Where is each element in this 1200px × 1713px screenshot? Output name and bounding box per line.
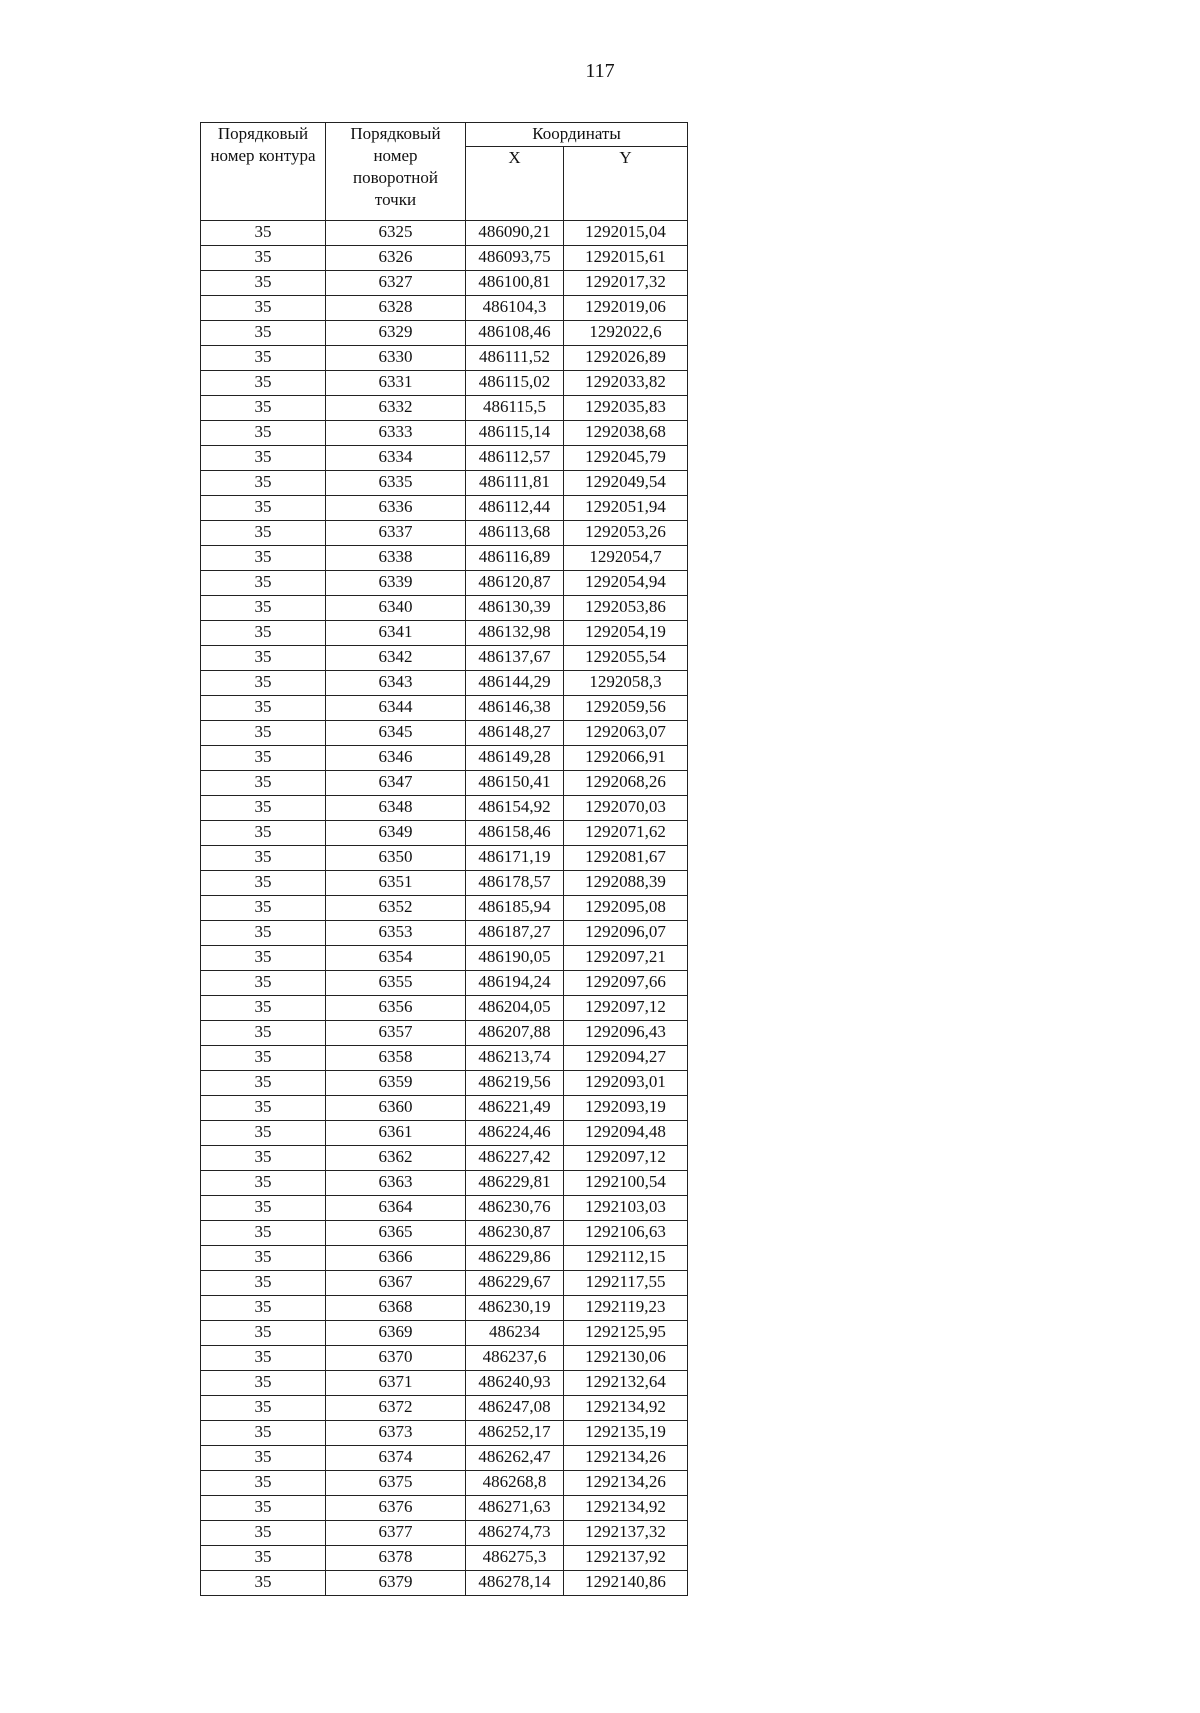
cell-contour-number: 35 xyxy=(201,1046,326,1071)
cell-contour-number: 35 xyxy=(201,996,326,1021)
cell-contour-number: 35 xyxy=(201,921,326,946)
cell-x: 486178,57 xyxy=(466,871,564,896)
table-row xyxy=(201,921,688,946)
cell-x: 486149,28 xyxy=(466,746,564,771)
cell-x: 486229,67 xyxy=(466,1271,564,1296)
cell-point-number: 6359 xyxy=(326,1071,466,1096)
cell-y: 1292093,01 xyxy=(564,1071,688,1096)
cell-x: 486190,05 xyxy=(466,946,564,971)
cell-x: 486247,08 xyxy=(466,1396,564,1421)
header-x: X xyxy=(466,147,564,221)
table-row xyxy=(201,1521,688,1546)
cell-contour-number: 35 xyxy=(201,1021,326,1046)
cell-point-number: 6357 xyxy=(326,1021,466,1046)
cell-contour-number: 35 xyxy=(201,1546,326,1571)
cell-point-number: 6327 xyxy=(326,271,466,296)
table-row xyxy=(201,1446,688,1471)
cell-contour-number: 35 xyxy=(201,746,326,771)
cell-point-number: 6345 xyxy=(326,721,466,746)
cell-contour-number: 35 xyxy=(201,871,326,896)
cell-point-number: 6375 xyxy=(326,1471,466,1496)
cell-y: 1292033,82 xyxy=(564,371,688,396)
cell-contour-number: 35 xyxy=(201,646,326,671)
cell-y: 1292093,19 xyxy=(564,1096,688,1121)
cell-contour-number: 35 xyxy=(201,521,326,546)
cell-contour-number: 35 xyxy=(201,221,326,246)
cell-x: 486229,81 xyxy=(466,1171,564,1196)
cell-point-number: 6341 xyxy=(326,621,466,646)
table-row xyxy=(201,846,688,871)
cell-x: 486111,81 xyxy=(466,471,564,496)
cell-y: 1292038,68 xyxy=(564,421,688,446)
cell-y: 1292134,26 xyxy=(564,1446,688,1471)
cell-point-number: 6371 xyxy=(326,1371,466,1396)
cell-contour-number: 35 xyxy=(201,1471,326,1496)
table-row xyxy=(201,996,688,1021)
cell-point-number: 6368 xyxy=(326,1296,466,1321)
cell-x: 486230,19 xyxy=(466,1296,564,1321)
cell-point-number: 6379 xyxy=(326,1571,466,1596)
cell-contour-number: 35 xyxy=(201,696,326,721)
table-row xyxy=(201,1321,688,1346)
cell-y: 1292063,07 xyxy=(564,721,688,746)
cell-x: 486227,42 xyxy=(466,1146,564,1171)
cell-point-number: 6350 xyxy=(326,846,466,871)
table-body xyxy=(201,221,688,1596)
page-number: 117 xyxy=(585,60,615,82)
cell-x: 486115,5 xyxy=(466,396,564,421)
cell-contour-number: 35 xyxy=(201,1196,326,1221)
cell-contour-number: 35 xyxy=(201,1571,326,1596)
table-row xyxy=(201,446,688,471)
cell-y: 1292081,67 xyxy=(564,846,688,871)
cell-y: 1292096,07 xyxy=(564,921,688,946)
cell-point-number: 6347 xyxy=(326,771,466,796)
header-point-number-line: точки xyxy=(374,190,417,209)
cell-x: 486132,98 xyxy=(466,621,564,646)
cell-y: 1292051,94 xyxy=(564,496,688,521)
cell-point-number: 6367 xyxy=(326,1271,466,1296)
cell-y: 1292125,95 xyxy=(564,1321,688,1346)
cell-contour-number: 35 xyxy=(201,346,326,371)
cell-contour-number: 35 xyxy=(201,1171,326,1196)
cell-x: 486148,27 xyxy=(466,721,564,746)
cell-y: 1292059,56 xyxy=(564,696,688,721)
cell-point-number: 6370 xyxy=(326,1346,466,1371)
cell-y: 1292088,39 xyxy=(564,871,688,896)
table-row xyxy=(201,696,688,721)
cell-contour-number: 35 xyxy=(201,396,326,421)
table-row xyxy=(201,1071,688,1096)
cell-point-number: 6330 xyxy=(326,346,466,371)
cell-x: 486252,17 xyxy=(466,1421,564,1446)
cell-point-number: 6361 xyxy=(326,1121,466,1146)
cell-y: 1292112,15 xyxy=(564,1246,688,1271)
table-row xyxy=(201,1171,688,1196)
table-row xyxy=(201,521,688,546)
table-row xyxy=(201,1096,688,1121)
table-row xyxy=(201,1046,688,1071)
cell-y: 1292095,08 xyxy=(564,896,688,921)
cell-x: 486171,19 xyxy=(466,846,564,871)
cell-contour-number: 35 xyxy=(201,546,326,571)
cell-y: 1292053,26 xyxy=(564,521,688,546)
cell-point-number: 6334 xyxy=(326,446,466,471)
table-row xyxy=(201,1271,688,1296)
cell-contour-number: 35 xyxy=(201,471,326,496)
cell-contour-number: 35 xyxy=(201,571,326,596)
cell-x: 486146,38 xyxy=(466,696,564,721)
table-row xyxy=(201,821,688,846)
cell-contour-number: 35 xyxy=(201,271,326,296)
cell-contour-number: 35 xyxy=(201,1296,326,1321)
cell-y: 1292140,86 xyxy=(564,1571,688,1596)
table-row xyxy=(201,1346,688,1371)
table-row xyxy=(201,621,688,646)
cell-contour-number: 35 xyxy=(201,496,326,521)
table-row xyxy=(201,221,688,246)
cell-x: 486278,14 xyxy=(466,1571,564,1596)
cell-y: 1292053,86 xyxy=(564,596,688,621)
cell-point-number: 6340 xyxy=(326,596,466,621)
cell-x: 486112,57 xyxy=(466,446,564,471)
table-row xyxy=(201,1021,688,1046)
cell-x: 486237,6 xyxy=(466,1346,564,1371)
cell-contour-number: 35 xyxy=(201,821,326,846)
cell-contour-number: 35 xyxy=(201,671,326,696)
cell-contour-number: 35 xyxy=(201,1421,326,1446)
cell-x: 486234 xyxy=(466,1321,564,1346)
table-row xyxy=(201,1221,688,1246)
cell-x: 486268,8 xyxy=(466,1471,564,1496)
cell-y: 1292134,92 xyxy=(564,1396,688,1421)
cell-contour-number: 35 xyxy=(201,1096,326,1121)
cell-contour-number: 35 xyxy=(201,296,326,321)
table-row xyxy=(201,1296,688,1321)
cell-y: 1292100,54 xyxy=(564,1171,688,1196)
cell-y: 1292054,19 xyxy=(564,621,688,646)
cell-point-number: 6338 xyxy=(326,546,466,571)
table-row xyxy=(201,1421,688,1446)
table-row xyxy=(201,1396,688,1421)
cell-y: 1292019,06 xyxy=(564,296,688,321)
cell-contour-number: 35 xyxy=(201,1396,326,1421)
cell-y: 1292058,3 xyxy=(564,671,688,696)
cell-y: 1292015,61 xyxy=(564,246,688,271)
cell-y: 1292134,26 xyxy=(564,1471,688,1496)
cell-x: 486274,73 xyxy=(466,1521,564,1546)
cell-point-number: 6343 xyxy=(326,671,466,696)
cell-x: 486275,3 xyxy=(466,1546,564,1571)
cell-contour-number: 35 xyxy=(201,946,326,971)
table-row xyxy=(201,671,688,696)
cell-point-number: 6374 xyxy=(326,1446,466,1471)
header-point-number xyxy=(326,123,466,221)
table-row xyxy=(201,721,688,746)
cell-point-number: 6372 xyxy=(326,1396,466,1421)
table-row xyxy=(201,1571,688,1596)
cell-contour-number: 35 xyxy=(201,371,326,396)
table-row xyxy=(201,796,688,821)
table-row xyxy=(201,971,688,996)
cell-contour-number: 35 xyxy=(201,971,326,996)
cell-y: 1292015,04 xyxy=(564,221,688,246)
cell-point-number: 6325 xyxy=(326,221,466,246)
cell-point-number: 6351 xyxy=(326,871,466,896)
cell-y: 1292134,92 xyxy=(564,1496,688,1521)
cell-y: 1292094,27 xyxy=(564,1046,688,1071)
cell-x: 486137,67 xyxy=(466,646,564,671)
cell-x: 486104,3 xyxy=(466,296,564,321)
cell-point-number: 6353 xyxy=(326,921,466,946)
header-point-number-line: поворотной xyxy=(353,168,438,187)
cell-point-number: 6354 xyxy=(326,946,466,971)
cell-point-number: 6355 xyxy=(326,971,466,996)
cell-x: 486090,21 xyxy=(466,221,564,246)
cell-contour-number: 35 xyxy=(201,421,326,446)
cell-point-number: 6358 xyxy=(326,1046,466,1071)
cell-y: 1292097,12 xyxy=(564,996,688,1021)
table-row xyxy=(201,296,688,321)
header-contour-number: Порядковый номер контура xyxy=(201,123,326,221)
cell-x: 486185,94 xyxy=(466,896,564,921)
cell-x: 486213,74 xyxy=(466,1046,564,1071)
table-row xyxy=(201,946,688,971)
cell-point-number: 6332 xyxy=(326,396,466,421)
cell-y: 1292097,21 xyxy=(564,946,688,971)
table-row xyxy=(201,546,688,571)
cell-contour-number: 35 xyxy=(201,896,326,921)
cell-point-number: 6329 xyxy=(326,321,466,346)
cell-point-number: 6346 xyxy=(326,746,466,771)
cell-y: 1292097,66 xyxy=(564,971,688,996)
cell-contour-number: 35 xyxy=(201,321,326,346)
cell-point-number: 6352 xyxy=(326,896,466,921)
cell-point-number: 6349 xyxy=(326,821,466,846)
coordinates-table xyxy=(200,122,688,1596)
table-row xyxy=(201,1471,688,1496)
cell-y: 1292049,54 xyxy=(564,471,688,496)
cell-y: 1292097,12 xyxy=(564,1146,688,1171)
header-y: Y xyxy=(564,147,688,221)
cell-contour-number: 35 xyxy=(201,446,326,471)
cell-contour-number: 35 xyxy=(201,1371,326,1396)
table-row xyxy=(201,871,688,896)
cell-contour-number: 35 xyxy=(201,1496,326,1521)
cell-point-number: 6365 xyxy=(326,1221,466,1246)
table-row xyxy=(201,246,688,271)
cell-y: 1292117,55 xyxy=(564,1271,688,1296)
cell-y: 1292094,48 xyxy=(564,1121,688,1146)
cell-x: 486230,87 xyxy=(466,1221,564,1246)
cell-x: 486113,68 xyxy=(466,521,564,546)
cell-y: 1292132,64 xyxy=(564,1371,688,1396)
cell-x: 486116,89 xyxy=(466,546,564,571)
table-row xyxy=(201,321,688,346)
cell-y: 1292119,23 xyxy=(564,1296,688,1321)
cell-y: 1292035,83 xyxy=(564,396,688,421)
cell-x: 486154,92 xyxy=(466,796,564,821)
cell-y: 1292137,92 xyxy=(564,1546,688,1571)
cell-contour-number: 35 xyxy=(201,721,326,746)
cell-point-number: 6348 xyxy=(326,796,466,821)
cell-y: 1292070,03 xyxy=(564,796,688,821)
cell-x: 486100,81 xyxy=(466,271,564,296)
cell-contour-number: 35 xyxy=(201,1246,326,1271)
cell-y: 1292054,94 xyxy=(564,571,688,596)
table-row xyxy=(201,1121,688,1146)
cell-y: 1292068,26 xyxy=(564,771,688,796)
cell-y: 1292137,32 xyxy=(564,1521,688,1546)
cell-x: 486111,52 xyxy=(466,346,564,371)
cell-point-number: 6328 xyxy=(326,296,466,321)
table-row xyxy=(201,1546,688,1571)
cell-x: 486194,24 xyxy=(466,971,564,996)
table-row xyxy=(201,271,688,296)
cell-point-number: 6360 xyxy=(326,1096,466,1121)
cell-y: 1292054,7 xyxy=(564,546,688,571)
cell-contour-number: 35 xyxy=(201,1146,326,1171)
cell-contour-number: 35 xyxy=(201,1071,326,1096)
table-row xyxy=(201,746,688,771)
cell-point-number: 6362 xyxy=(326,1146,466,1171)
cell-point-number: 6344 xyxy=(326,696,466,721)
table-row xyxy=(201,1496,688,1521)
cell-contour-number: 35 xyxy=(201,1321,326,1346)
cell-y: 1292066,91 xyxy=(564,746,688,771)
cell-y: 1292055,54 xyxy=(564,646,688,671)
table-row xyxy=(201,346,688,371)
cell-x: 486115,14 xyxy=(466,421,564,446)
cell-y: 1292017,32 xyxy=(564,271,688,296)
cell-point-number: 6342 xyxy=(326,646,466,671)
cell-contour-number: 35 xyxy=(201,1121,326,1146)
cell-contour-number: 35 xyxy=(201,1271,326,1296)
cell-y: 1292103,03 xyxy=(564,1196,688,1221)
cell-x: 486130,39 xyxy=(466,596,564,621)
table-row xyxy=(201,571,688,596)
cell-x: 486187,27 xyxy=(466,921,564,946)
cell-point-number: 6363 xyxy=(326,1171,466,1196)
cell-x: 486158,46 xyxy=(466,821,564,846)
cell-x: 486204,05 xyxy=(466,996,564,1021)
cell-x: 486112,44 xyxy=(466,496,564,521)
table-row xyxy=(201,1146,688,1171)
cell-x: 486221,49 xyxy=(466,1096,564,1121)
cell-y: 1292026,89 xyxy=(564,346,688,371)
cell-contour-number: 35 xyxy=(201,846,326,871)
cell-point-number: 6366 xyxy=(326,1246,466,1271)
header-coordinates: Координаты xyxy=(466,123,688,147)
cell-x: 486115,02 xyxy=(466,371,564,396)
cell-x: 486229,86 xyxy=(466,1246,564,1271)
cell-contour-number: 35 xyxy=(201,596,326,621)
cell-point-number: 6335 xyxy=(326,471,466,496)
cell-contour-number: 35 xyxy=(201,1346,326,1371)
cell-point-number: 6376 xyxy=(326,1496,466,1521)
cell-y: 1292096,43 xyxy=(564,1021,688,1046)
table-row xyxy=(201,471,688,496)
cell-x: 486207,88 xyxy=(466,1021,564,1046)
cell-x: 486150,41 xyxy=(466,771,564,796)
cell-contour-number: 35 xyxy=(201,1521,326,1546)
cell-x: 486108,46 xyxy=(466,321,564,346)
header-point-number-line: Порядковый xyxy=(350,124,441,143)
table-row xyxy=(201,896,688,921)
cell-x: 486219,56 xyxy=(466,1071,564,1096)
cell-point-number: 6331 xyxy=(326,371,466,396)
cell-y: 1292071,62 xyxy=(564,821,688,846)
cell-x: 486093,75 xyxy=(466,246,564,271)
table-row xyxy=(201,496,688,521)
cell-contour-number: 35 xyxy=(201,246,326,271)
cell-y: 1292135,19 xyxy=(564,1421,688,1446)
table-row xyxy=(201,1246,688,1271)
table-row xyxy=(201,396,688,421)
cell-point-number: 6377 xyxy=(326,1521,466,1546)
cell-point-number: 6339 xyxy=(326,571,466,596)
cell-contour-number: 35 xyxy=(201,621,326,646)
table-row xyxy=(201,371,688,396)
cell-y: 1292045,79 xyxy=(564,446,688,471)
cell-x: 486224,46 xyxy=(466,1121,564,1146)
table-row xyxy=(201,596,688,621)
table-row xyxy=(201,1196,688,1221)
cell-x: 486240,93 xyxy=(466,1371,564,1396)
cell-x: 486120,87 xyxy=(466,571,564,596)
table-row xyxy=(201,1371,688,1396)
cell-y: 1292106,63 xyxy=(564,1221,688,1246)
cell-x: 486230,76 xyxy=(466,1196,564,1221)
table-row xyxy=(201,646,688,671)
cell-contour-number: 35 xyxy=(201,1221,326,1246)
cell-point-number: 6373 xyxy=(326,1421,466,1446)
cell-y: 1292022,6 xyxy=(564,321,688,346)
cell-point-number: 6364 xyxy=(326,1196,466,1221)
table-row xyxy=(201,771,688,796)
cell-x: 486262,47 xyxy=(466,1446,564,1471)
cell-point-number: 6337 xyxy=(326,521,466,546)
cell-point-number: 6333 xyxy=(326,421,466,446)
cell-point-number: 6336 xyxy=(326,496,466,521)
cell-point-number: 6369 xyxy=(326,1321,466,1346)
cell-x: 486271,63 xyxy=(466,1496,564,1521)
cell-contour-number: 35 xyxy=(201,796,326,821)
cell-y: 1292130,06 xyxy=(564,1346,688,1371)
cell-contour-number: 35 xyxy=(201,1446,326,1471)
cell-point-number: 6356 xyxy=(326,996,466,1021)
header-point-number-line: номер xyxy=(373,146,418,165)
cell-x: 486144,29 xyxy=(466,671,564,696)
cell-point-number: 6378 xyxy=(326,1546,466,1571)
table-row xyxy=(201,421,688,446)
cell-point-number: 6326 xyxy=(326,246,466,271)
cell-contour-number: 35 xyxy=(201,771,326,796)
